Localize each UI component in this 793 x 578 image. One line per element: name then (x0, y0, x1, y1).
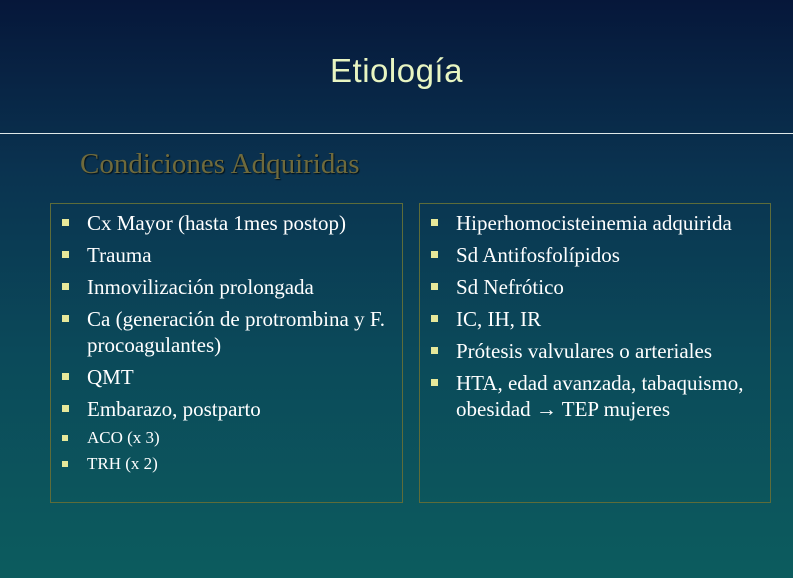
list-item-text: Embarazo, postparto (87, 397, 261, 421)
square-bullet-icon (62, 461, 68, 467)
list-item (420, 274, 770, 300)
list-item (51, 454, 402, 474)
left-conditions-list (51, 204, 402, 474)
list-item (51, 210, 402, 236)
square-bullet-icon (431, 315, 438, 322)
list-item-text: Sd Nefrótico (456, 275, 564, 299)
square-bullet-icon (431, 251, 438, 258)
list-item (420, 338, 770, 364)
square-bullet-icon (431, 219, 438, 226)
list-item-text: TRH (x 2) (87, 454, 158, 473)
list-item-text: HTA, edad avanzada, tabaquismo, obesidad → TEP mujeres (456, 371, 744, 421)
square-bullet-icon (431, 379, 438, 386)
list-item (51, 306, 402, 358)
slide-subtitle: Condiciones Adquiridas (80, 148, 360, 180)
list-item-text: Hiperhomocisteinemia adquirida (456, 211, 732, 235)
list-item (51, 364, 402, 390)
list-item-text: Inmovilización prolongada (87, 275, 314, 299)
square-bullet-icon (62, 373, 69, 380)
list-item (51, 396, 402, 422)
list-item-text: Sd Antifosfolípidos (456, 243, 620, 267)
right-conditions-list (420, 204, 770, 422)
list-item (420, 306, 770, 332)
square-bullet-icon (62, 315, 69, 322)
title-divider (0, 133, 793, 134)
list-item-text: Prótesis valvulares o arteriales (456, 339, 712, 363)
slide-title: Etiología (330, 52, 463, 89)
square-bullet-icon (62, 435, 68, 441)
list-item (420, 210, 770, 236)
list-item (420, 242, 770, 268)
left-conditions-box (50, 203, 403, 503)
square-bullet-icon (62, 219, 69, 226)
list-item-text: IC, IH, IR (456, 307, 542, 331)
square-bullet-icon (62, 405, 69, 412)
right-conditions-box (419, 203, 771, 503)
square-bullet-icon (431, 347, 438, 354)
list-item (51, 428, 402, 448)
list-item-text: QMT (87, 365, 134, 389)
square-bullet-icon (62, 283, 69, 290)
list-item (51, 274, 402, 300)
list-item (420, 370, 770, 422)
list-item (51, 242, 402, 268)
square-bullet-icon (431, 283, 438, 290)
list-item-text: Cx Mayor (hasta 1mes postop) (87, 211, 346, 235)
list-item-text: ACO (x 3) (87, 428, 160, 447)
list-item-text: Trauma (87, 243, 152, 267)
list-item-text: Ca (generación de protrombina y F. procoagulantes) (87, 307, 386, 357)
square-bullet-icon (62, 251, 69, 258)
